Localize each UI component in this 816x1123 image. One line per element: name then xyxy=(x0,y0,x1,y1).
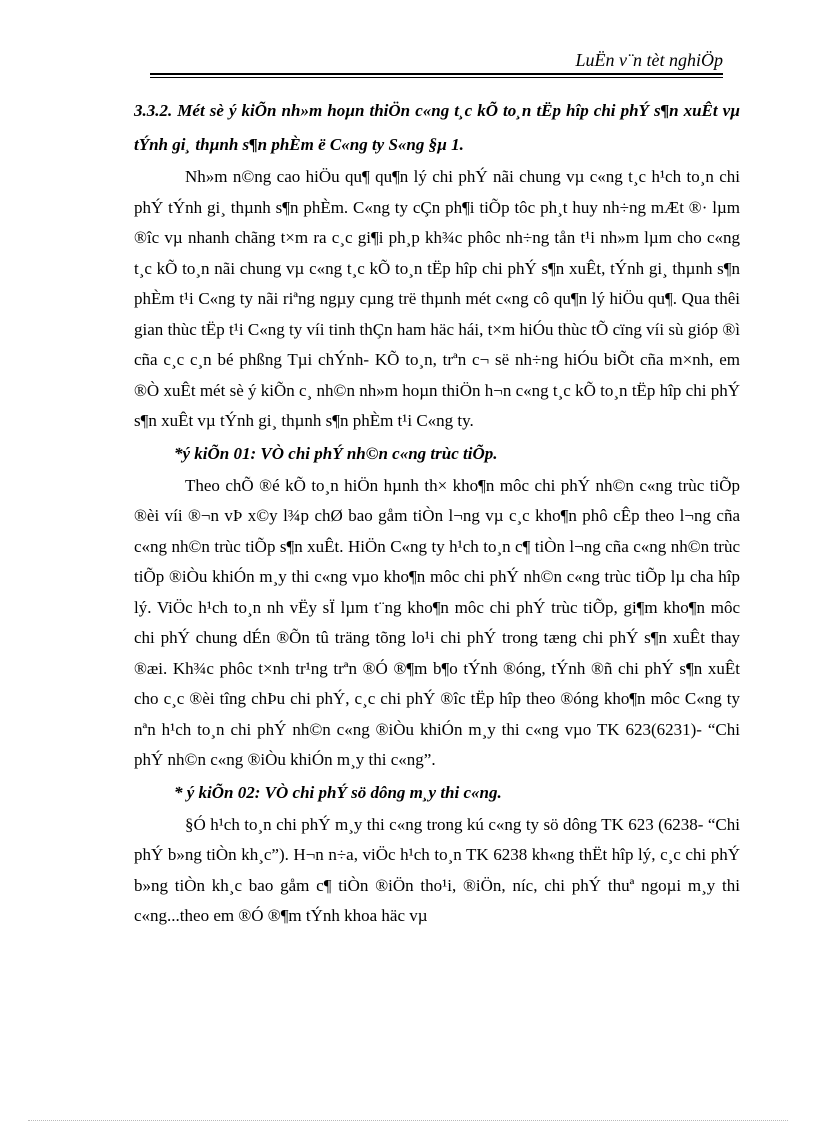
opinion-1-paragraph: Theo chÕ ®é kÕ to¸n hiÖn hµnh th× kho¶n môc chi phÝ nh©n c«ng trùc tiÕp ®èi víi ®¬n vÞ x©y l¾p chØ bao gåm tiÒn l¬ng vµ c¸c kho¶n phô cÊp theo l¬ng cña c«ng nh©n trùc tiÕp s¶n xuÊt. HiÖn C«ng ty h¹ch to¸n c¶ tiÒn l¬ng cña c«ng nh©n trùc tiÕp ®iÒu khiÓn m¸y thi c«ng vµo kho¶n môc chi phÝ nh©n c«ng trùc tiÕp lµ cha hîp lý. ViÖc h¹ch to¸n nh vËy sÏ lµm t¨ng kho¶n môc chi phÝ trùc tiÕp, gi¶m kho¶n môc chi phÝ chung dÉn ®Õn tû träng tõng lo¹i chi phÝ trong tæng chi phÝ s¶n xuÊt thay ®æi. Kh¾c phôc t×nh tr¹ng trªn ®Ó ®¶m b¶o tÝnh ®óng, tÝnh ®ñ chi phÝ s¶n xuÊt cho c¸c ®èi tîng chÞu chi phÝ, c¸c chi phÝ ®îc tËp hîp theo ®óng kho¶n môc C«ng ty nªn h¹ch to¸n chi phÝ nh©n c«ng ®iÒu khiÓn m¸y thi c«ng vµo TK 623(6231)- “Chi phÝ nh©n c«ng ®iÒu khiÓn m¸y thi c«ng”. xyxy=(134,475,740,769)
intro-paragraph: Nh»m n©ng cao hiÖu qu¶ qu¶n lý chi phÝ nãi chung vµ c«ng t¸c h¹ch to¸n chi phÝ tÝnh gi¸ thµnh s¶n phÈm. C«ng ty cÇn ph¶i tiÕp tôc ph¸t huy nh÷ng mÆt ®· lµm ®îc vµ nhanh chãng t×m ra c¸c gi¶i ph¸p kh¾c phôc nh÷ng tån t¹i nh»m lµm cho c«ng t¸c kÕ to¸n nãi chung vµ c«ng t¸c kÕ to¸n tËp hîp chi phÝ s¶n xuÊt, tÝnh gi¸ thµnh s¶n phÈm t¹i C«ng ty nãi riªng ngµy cµng trë thµnh mét c«ng cô qu¶n lý hiÖu qu¶. Qua thêi gian thùc tËp t¹i C«ng ty víi tinh thÇn ham häc hái, t×m hiÓu thùc tÕ cïng víi sù gióp ®ì cña c¸c c¸n bé phßng Tµi chÝnh- KÕ to¸n, trªn c¬ së nh÷ng hiÓu biÕt cña m×nh, em ®Ò xuÊt mét sè ý kiÕn c¸ nh©n nh»m hoµn thiÖn h¬n c«ng t¸c kÕ to¸n tËp hîp chi phÝ s¶n xuÊt vµ tÝnh gi¸ thµnh s¶n phÈm t¹i C«ng ty. xyxy=(134,167,740,430)
page-body xyxy=(134,94,740,932)
section-title: 3.3.2. Mét sè ý kiÕn nh»m hoµn thiÖn c«ng t¸c kÕ to¸n tËp hîp chi phÝ s¶n xuÊt vµ tÝnh gi¸ thµnh s¶n phÈm ë C«ng ty S«ng §µ 1. xyxy=(134,101,740,154)
running-header xyxy=(150,50,723,74)
footer-rule xyxy=(28,1120,788,1121)
opinion-2-paragraph: §Ó h¹ch to¸n chi phÝ m¸y thi c«ng trong kú c«ng ty sö dông TK 623 (6238- “Chi phÝ b»ng tiÒn kh¸c”). H¬n n÷a, viÖc h¹ch to¸n TK 6238 kh«ng thËt hîp lý, c¸c chi phÝ b»ng tiÒn kh¸c bao gåm c¶ tiÒn ®iÖn tho¹i, ®iÖn, níc, chi phÝ thuª ngoµi m¸y thi c«ng...theo em ®Ó ®¶m tÝnh khoa häc vµ xyxy=(134,814,740,925)
opinion-2-heading: * ý kiÕn 02: VÒ chi phÝ sö dông m¸y thi c«ng. xyxy=(174,782,502,802)
header-rule-thin xyxy=(150,77,723,78)
header-rule-thick xyxy=(150,73,723,75)
opinion-1-heading: *ý kiÕn 01: VÒ chi phÝ nh©n c«ng trùc tiÕp. xyxy=(174,443,498,463)
running-title: LuËn v¨n tèt nghiÖp xyxy=(575,50,723,70)
